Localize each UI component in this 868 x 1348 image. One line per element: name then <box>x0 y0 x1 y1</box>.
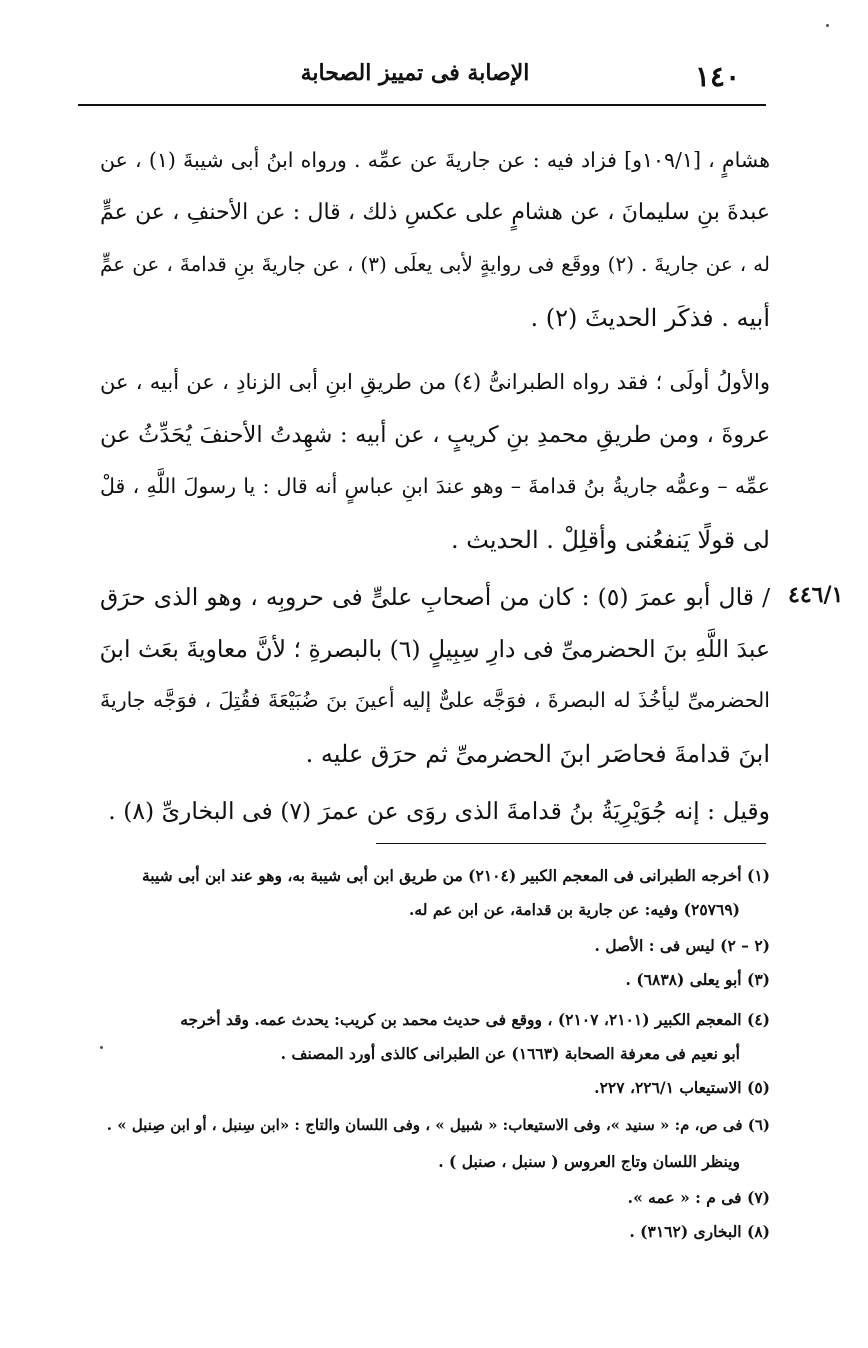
scan-speck <box>826 24 829 27</box>
footnote-line: (٤) المعجم الكبير (٢١٠١، ٢١٠٧) ، ووقع فى حديث محمد بن كريب: يحدث عمه. وقد أخرجه <box>180 1010 770 1029</box>
footnote-line: (٥) الاستيعاب ٢٢٦/١، ٢٢٧. <box>594 1078 770 1097</box>
scan-speck <box>100 1046 103 1049</box>
text-line: له ، عن جاريةَ . (٢) ووقَع فى روايةٍ لأبى يعلَى (٣) ، عن جاريةَ بنِ قدامةَ ، عن عمٍّ <box>100 252 770 276</box>
footnote-separator <box>376 843 766 844</box>
margin-reference: ٤٤٦/١ <box>788 582 844 608</box>
text-line: عبدةَ بنِ سليمانَ ، عن هشامٍ على عكسِ ذلك ، قال : عن الأحنفِ ، عن عمٍّ <box>100 200 770 225</box>
footnote-line: (٧) فى م : « عمه ». <box>627 1188 770 1207</box>
running-title: الإصابة فى تمييز الصحابة <box>300 60 530 86</box>
text-line: وقيل : إنه جُوَيْرِيَةُ بنُ قدامةَ الذى روَى عن عمرَ (٧) فى البخارىِّ (٨) . <box>108 797 770 825</box>
footnote-line: (٢٥٧٦٩) وفيه: عن جارية بن قدامة، عن ابن عم له. <box>409 900 740 919</box>
footnote-line: (٨) البخارى (٣١٦٢) . <box>629 1222 770 1241</box>
text-line: ابنَ قدامةَ فحاصَر ابنَ الحضرمىِّ ثم حرَق عليه . <box>305 740 770 768</box>
text-line: عبدَ اللَّهِ بنَ الحضرمىِّ فى دارِ سِبِيلٍ (٦) بالبصرةِ ؛ لأنَّ معاويةَ بعَث ابنَ <box>99 635 770 663</box>
text-line: عروةَ ، ومن طريقِ محمدِ بنِ كريبٍ ، عن أبيه : شهِدتُ الأحنفَ يُحَدِّثُ عن <box>100 422 770 448</box>
text-line: عمِّه – وعمُّه جاريةُ بنُ قدامةَ – وهو عندَ ابنِ عباسٍ أنه قال : يا رسولَ اللَّهِ ، قلْ <box>100 474 770 498</box>
header-rule <box>78 104 766 106</box>
footnote-line: وينظر اللسان وتاج العروس ( سنبل ، صنبل ) . <box>438 1152 740 1171</box>
footnote-line: (١) أخرجه الطبرانى فى المعجم الكبير (٢١٠٤) من طريق ابن أبى شيبة به، وهو عند ابن أبى شيبة <box>142 866 770 885</box>
footnote-line: أبو نعيم فى معرفة الصحابة (١٦٦٣) عن الطبرانى كالذى أورد المصنف . <box>280 1044 740 1063</box>
page-number: ١٤٠ <box>695 60 741 93</box>
footnote-line: (٦) فى ص، م: « سنيد »، وفى الاستيعاب: « شبيل » ، وفى اللسان والتاج : «ابن سِنبل ، أو ابن صِنبل » . <box>106 1116 770 1134</box>
text-line: / قال أبو عمرَ (٥) : كان من أصحابِ علىٍّ فى حروبِه ، وهو الذى حرَق <box>100 583 770 611</box>
footnote-line: (٣) أبو يعلى (٦٨٣٨) . <box>625 970 770 989</box>
footnote-line: (٢ – ٢) ليس فى : الأصل . <box>594 936 770 955</box>
text-line: أبيه . فذكَر الحديثَ (٢) . <box>530 304 770 332</box>
text-line: والأولُ أولَى ؛ فقد رواه الطبرانىُّ (٤) من طريقِ ابنِ أبى الزنادِ ، عن أبيه ، عن <box>100 370 770 394</box>
text-line: لى قولًا يَنفعُنى وأقلِلْ . الحديث . <box>451 526 770 554</box>
text-line: الحضرمىِّ ليأخُذَ له البصرةَ ، فوَجَّه علىٌّ إليه أعينَ بنَ ضُبَيْعَةَ فقُتِلَ ، فوَجَّه جاريةَ <box>100 688 770 712</box>
text-line: هشامٍ ، [١٠٩/١و] فزاد فيه : عن جاريةَ عن عمِّه . ورواه ابنُ أبى شيبةَ (١) ، عن <box>100 148 771 172</box>
